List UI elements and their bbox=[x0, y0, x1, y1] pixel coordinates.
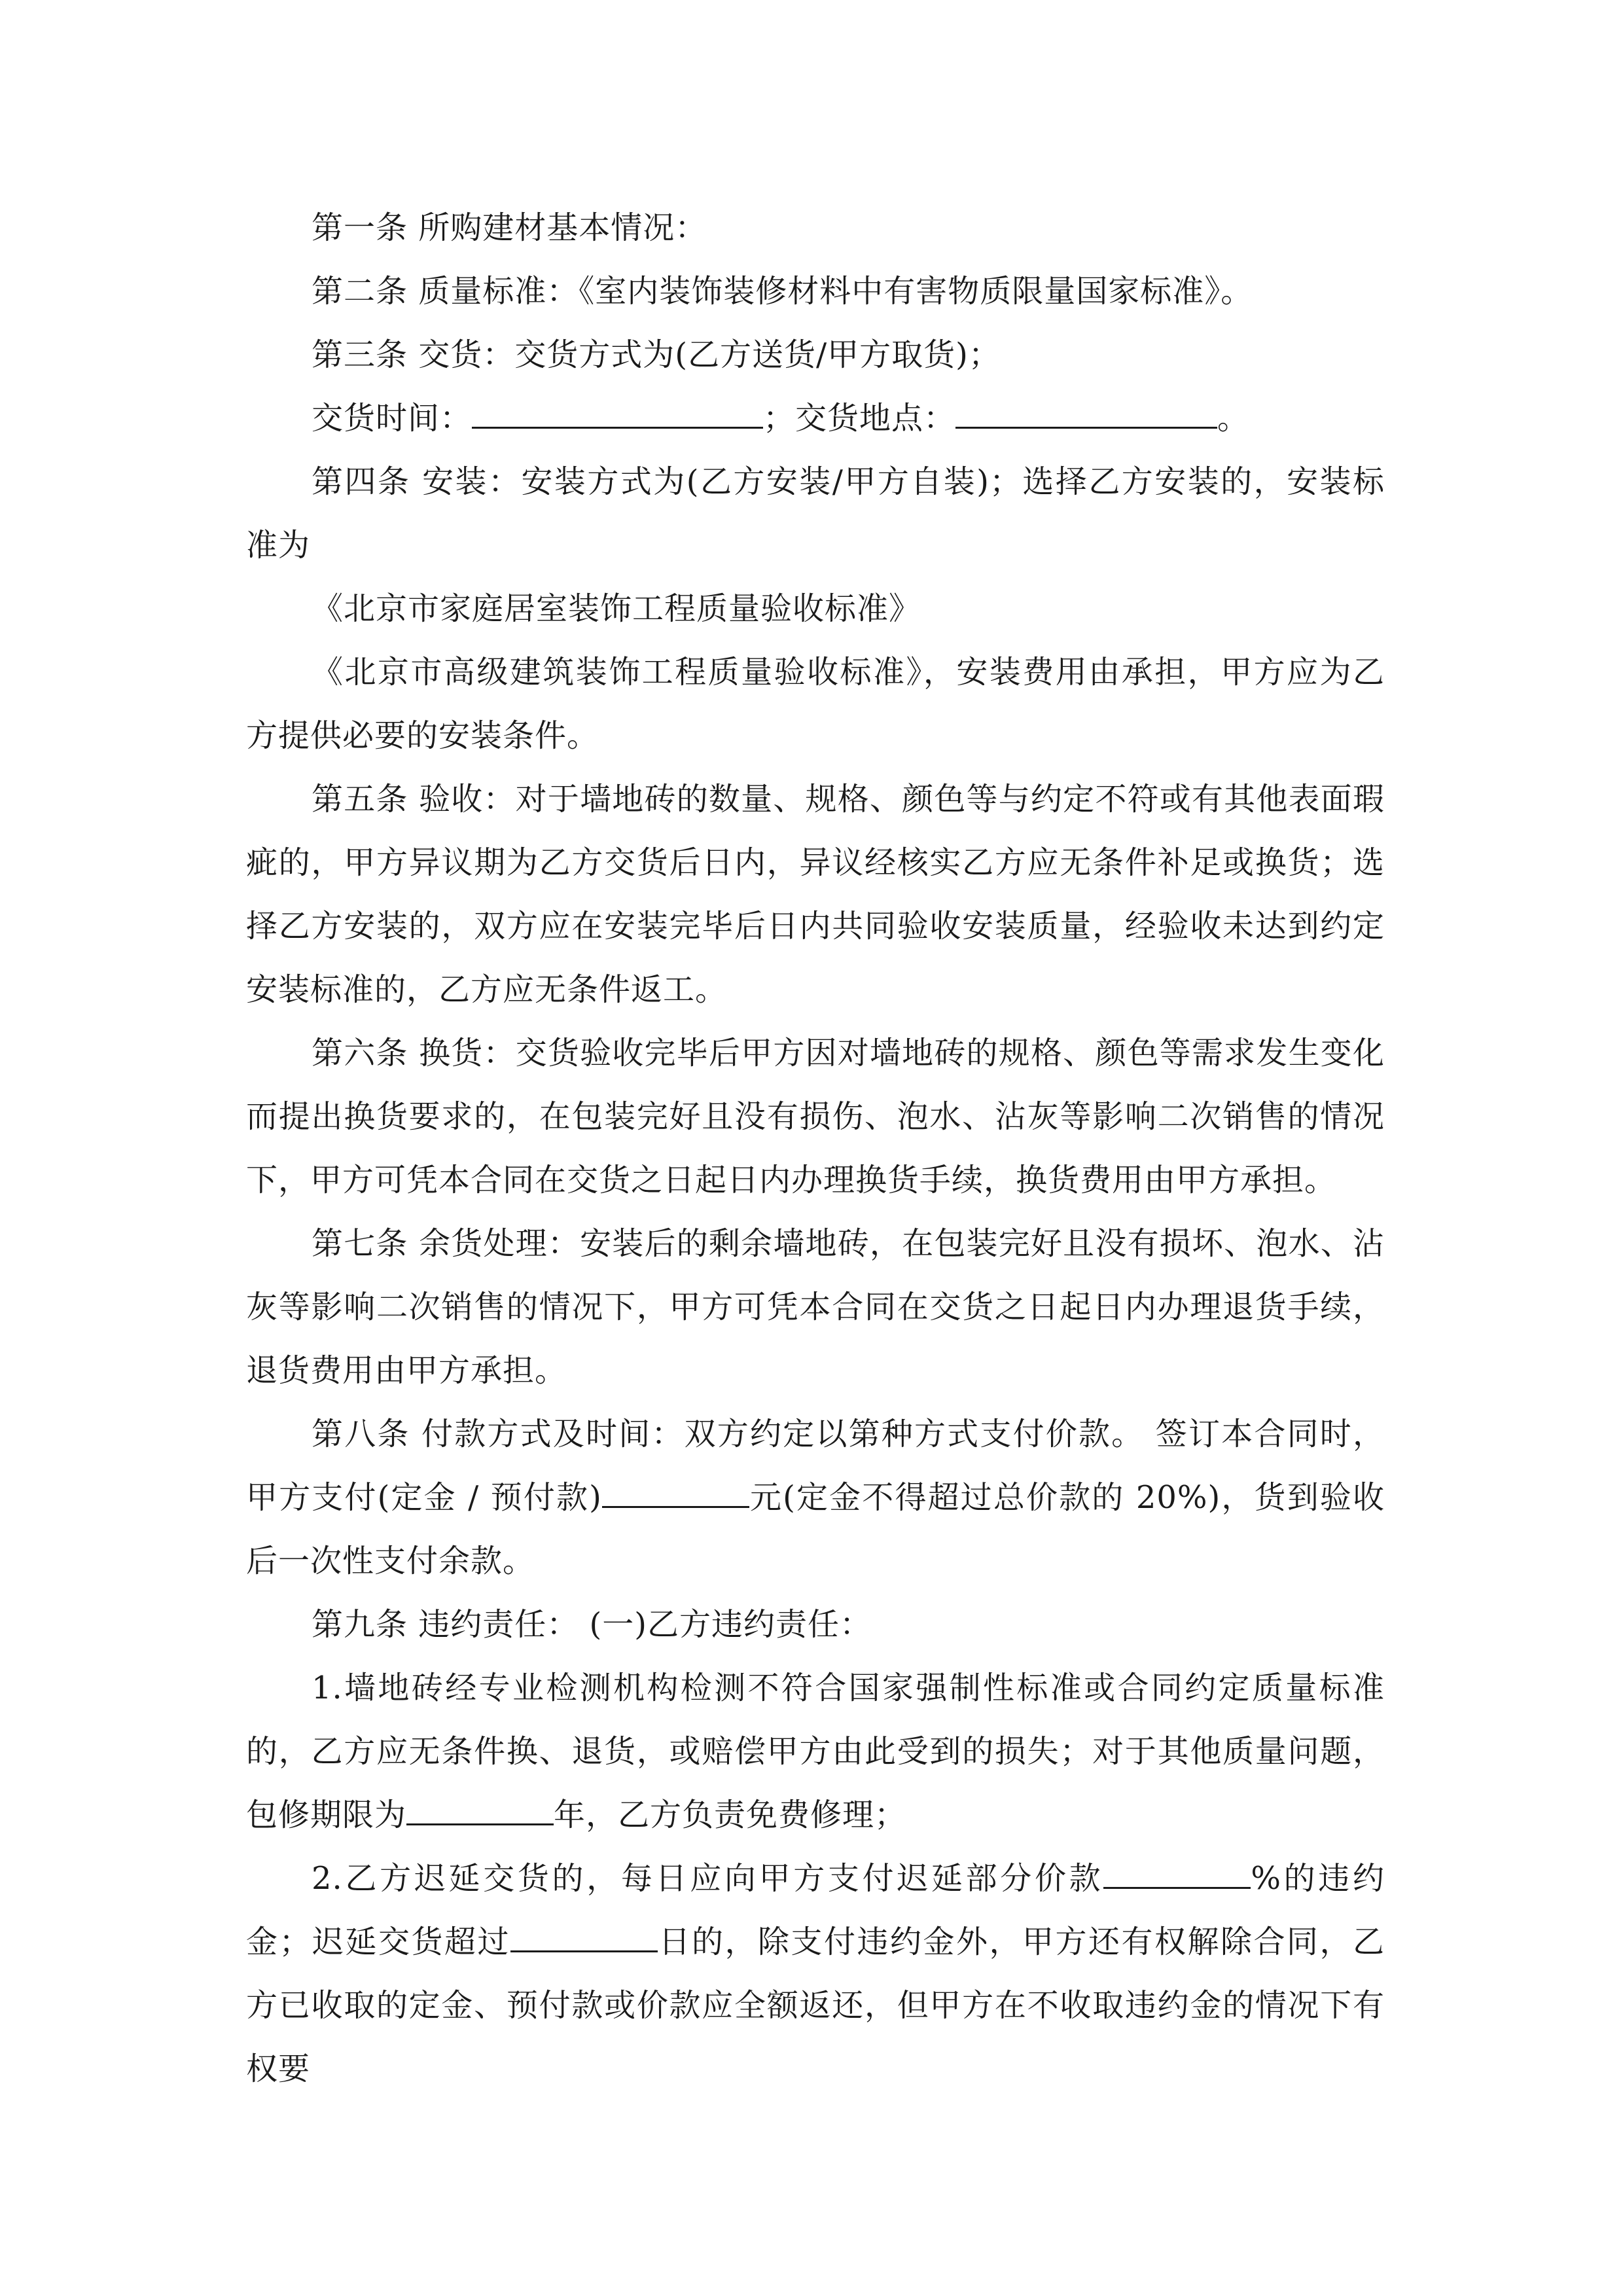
article-7 bbox=[246, 1212, 1385, 1403]
article-1 bbox=[246, 196, 1385, 260]
penalty-rate-blank[interactable] bbox=[1103, 1861, 1251, 1889]
article-4 bbox=[246, 450, 1385, 577]
delivery-place-label: ；交货地点： bbox=[763, 400, 956, 437]
clause-9-2-text-c: 日的，除支付违约金外，甲方还有权解除合同，乙方已收取的定金、预付款或价款应全额返还，但甲方在不收取违约金的情况下有权要 bbox=[246, 1924, 1385, 2087]
article-4-text: 第四条 安装：安装方式为(乙方安装/甲方自装)；选择乙方安装的，安装标准为 bbox=[246, 463, 1385, 564]
standard-advanced bbox=[246, 641, 1385, 768]
clause-9-2-text-b: %的违约金；迟延交货超过 bbox=[246, 1860, 1385, 1960]
delivery-end-mark: 。 bbox=[1217, 400, 1250, 437]
standard-home-text: 《北京市家庭居室装饰工程质量验收标准》 bbox=[312, 590, 921, 627]
article-1-text: 第一条 所购建材基本情况： bbox=[312, 209, 707, 246]
article-7-text: 第七条 余货处理：安装后的剩余墙地砖，在包装完好且没有损坏、泡水、沾灰等影响二次销售的情况下，甲方可凭本合同在交货之日起日内办理退货手续，退货费用由甲方承担。 bbox=[246, 1225, 1385, 1389]
delivery-place-blank[interactable] bbox=[955, 401, 1217, 429]
standard-home bbox=[246, 577, 1385, 641]
standard-advanced-text: 《北京市高级建筑装饰工程质量验收标准》，安装费用由承担，甲方应为乙方提供必要的安装条件。 bbox=[246, 654, 1385, 754]
delivery-time-place bbox=[246, 387, 1385, 450]
article-5 bbox=[246, 768, 1385, 1022]
article-2 bbox=[246, 260, 1385, 323]
article-3 bbox=[246, 323, 1385, 387]
warranty-years-blank[interactable] bbox=[406, 1797, 554, 1825]
article-9-text: 第九条 违约责任： (一)乙方违约责任： bbox=[312, 1606, 872, 1643]
article-8-text-a: 第八条 付款方式及时间：双方约定以第种方式支付价款。 签订本合同时，甲方支付(定金 / 预付款) bbox=[246, 1416, 1385, 1516]
clause-9-2-text-a: 2.乙方迟延交货的，每日应向甲方支付迟延部分价款 bbox=[312, 1860, 1104, 1897]
article-8 bbox=[246, 1403, 1385, 1593]
article-6-text: 第六条 换货：交货验收完毕后甲方因对墙地砖的规格、颜色等需求发生变化而提出换货要求的，在包装完好且没有损伤、泡水、沾灰等影响二次销售的情况下，甲方可凭本合同在交货之日起日内办理换货手续，换货费用由甲方承担。 bbox=[246, 1035, 1385, 1198]
clause-9-1-text-a: 1.墙地砖经专业检测机构检测不符合国家强制性标准或合同约定质量标准的，乙方应无条件换、退货，或赔偿甲方由此受到的损失；对于其他质量问题，包修期限为 bbox=[246, 1670, 1385, 1833]
clause-9-2 bbox=[246, 1847, 1385, 2101]
payment-amount-blank[interactable] bbox=[602, 1480, 749, 1508]
clause-9-1 bbox=[246, 1657, 1385, 1847]
article-8-text-b: 元(定金不得超过总价款的 20%)，货到验收后一次性支付余款。 bbox=[246, 1479, 1385, 1579]
delivery-time-label: 交货时间： bbox=[312, 400, 473, 437]
article-5-text: 第五条 验收：对于墙地砖的数量、规格、颜色等与约定不符或有其他表面瑕疵的，甲方异议期为乙方交货后日内，异议经核实乙方应无条件补足或换货；选择乙方安装的，双方应在安装完毕后日内共同验收安装质量，经验收未达到约定安装标准的，乙方应无条件返工。 bbox=[246, 781, 1385, 1008]
article-3-text: 第三条 交货：交货方式为(乙方送货/甲方取货)； bbox=[312, 336, 1001, 373]
clause-9-1-text-b: 年，乙方负责免费修理； bbox=[554, 1797, 907, 1833]
article-6 bbox=[246, 1022, 1385, 1212]
delay-days-blank[interactable] bbox=[510, 1924, 658, 1952]
delivery-time-blank[interactable] bbox=[472, 401, 763, 429]
contract-body bbox=[246, 196, 1385, 2101]
article-2-text: 第二条 质量标准：《室内装饰装修材料中有害物质限量国家标准》。 bbox=[312, 273, 1253, 310]
article-9 bbox=[246, 1593, 1385, 1657]
